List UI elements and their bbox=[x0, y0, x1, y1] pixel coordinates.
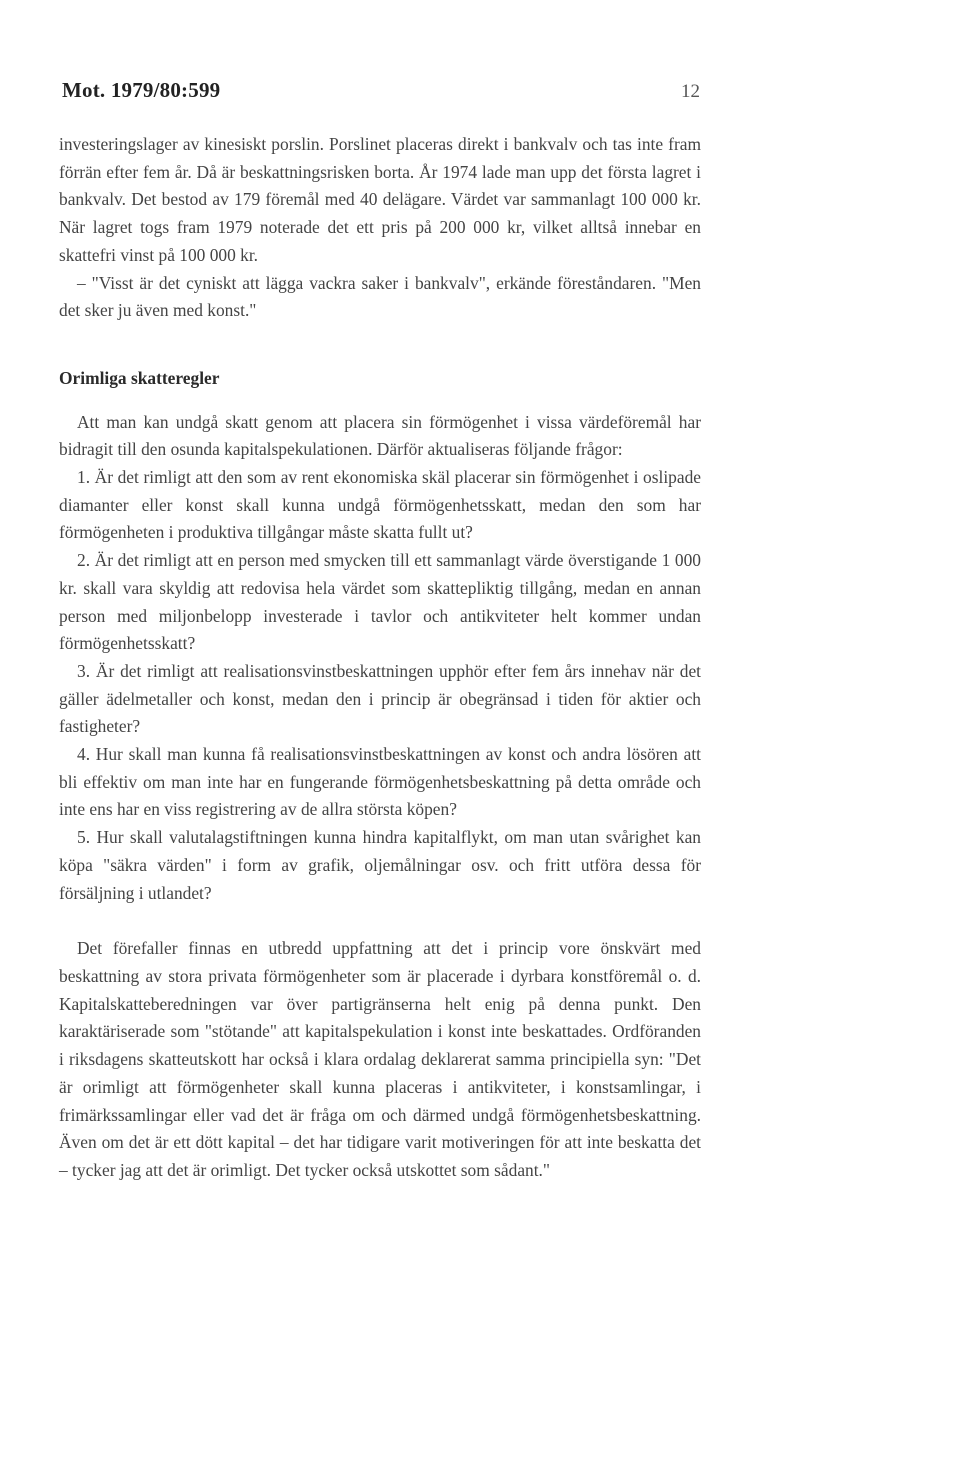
document-body bbox=[59, 131, 701, 1185]
section-intro: Att man kan undgå skatt genom att placera sin förmögenhet i vissa värdeföremål har bidragit till den osunda kapitalspekulationen. Därför aktualiseras följande frågor: bbox=[59, 411, 701, 460]
document-id: Mot. 1979/80:599 bbox=[62, 78, 221, 102]
question-item: 2. Är det rimligt att en person med smycken till ett sammanlagt värde överstigande 1 000 kr. skall vara skyldig att redovisa hela värdet som skattepliktig tillgång, medan en annan person med miljonbelopp investerade i tavlor och antikviteter helt kommer undan förmögenhetsskatt? bbox=[59, 550, 701, 654]
question-item: 3. Är det rimligt att realisationsvinstbeskattningen upphör efter fem års innehav när det gäller ädelmetaller och konst, medan den i princip är obegränsad i tiden för aktier och fastigheter? bbox=[59, 660, 701, 737]
page-number: 12 bbox=[681, 81, 700, 102]
question-item: 5. Hur skall valutalagstiftningen kunna hindra kapitalflykt, om man utan svårighet kan köpa "säkra värden" i form av grafik, oljemålningar osv. och fritt utföra dessa för försäljning i utlandet? bbox=[59, 827, 701, 903]
paragraph: investeringslager av kinesiskt porslin. Porslinet placeras direkt i bankvalv och tas inte fram förrän efter fem år. Då är beskattningsrisken borta. År 1974 lade man upp det första lagret i bankvalv. Det bestod av 179 föremål med 40 delägare. Värdet var sammanlagt 100 000 kr. När lagret togs fram 1979 noterade det ett pris på 200 000 kr, vilket alltså innebar en skattefri vinst på 100 000 kr. bbox=[59, 134, 701, 265]
page-header bbox=[62, 78, 702, 108]
section-heading: Orimliga skatteregler bbox=[59, 367, 220, 388]
question-item: 4. Hur skall man kunna få realisationsvinstbeskattningen av konst och andra lösören att bli effektiv om man inte har en fungerande förmögenhetsbeskattning på detta område och inte ens har en viss registrering av de allra största köpen? bbox=[59, 744, 701, 820]
quote-paragraph: – "Visst är det cyniskt att lägga vackra saker i bankvalv", erkände föreståndaren. "Men det sker ju även med konst." bbox=[59, 272, 701, 321]
question-item: 1. Är det rimligt att den som av rent ekonomiska skäl placerar sin förmögenhet i oslipade diamanter eller konst skall kunna undgå förmögenhetsskatt, medan den som har förmögenheten i produktiva tillgångar måste skatta fullt ut? bbox=[59, 467, 701, 543]
closing-paragraph: Det förefaller finnas en utbredd uppfattning att det i princip vore önskvärt med beskattning av stora privata förmögenheter som är placerade i dyrbara konstföremål o. d. Kapitalskatteberedningen var över partigränserna helt enig på denna punkt. Den karaktäriserade som "stötande" att kapitalspekulation i konst inte beskattades. Ordföranden i riksdagens skatteutskott har också i klara ordalag deklarerat samma principiella syn: "Det är orimligt att förmögenheter skall kunna placeras i antikviteter, i konstsamlingar, i frimärkssamlingar eller vad det är fråga om och därmed undgå förmögenhetsbeskattning. Även om det är ett dött kapital – det har tidigare varit motiveringen för att inte beskatta det – tycker jag att det är orimligt. Det tycker också utskottet som sådant." bbox=[59, 938, 701, 1180]
